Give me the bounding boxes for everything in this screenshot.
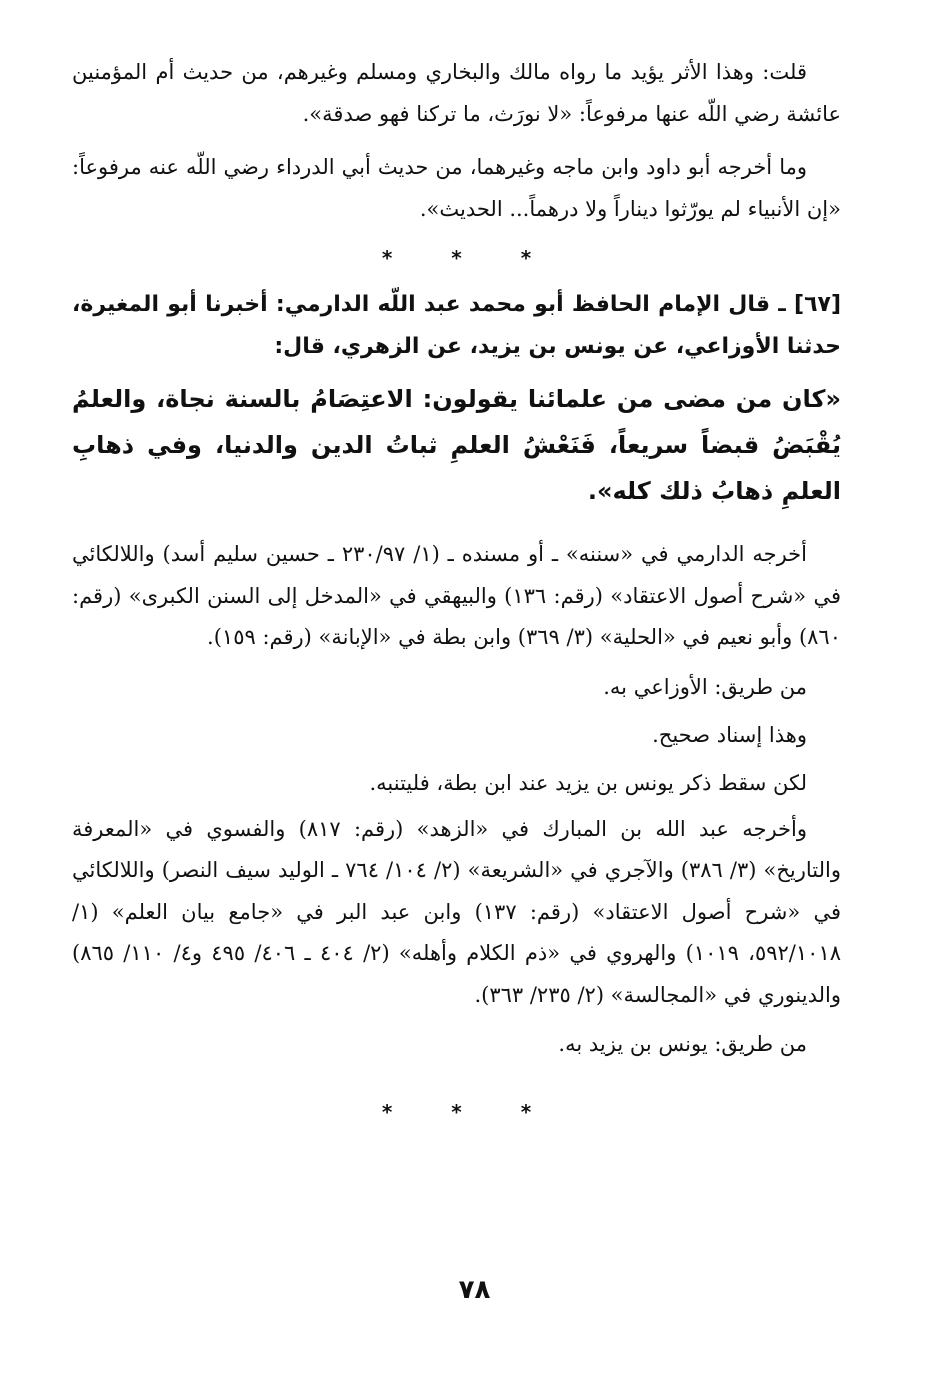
intro-paragraph-1: قلت: وهذا الأثر يؤيد ما رواه مالك والبخاري ومسلم وغيرهم، من حديث أم المؤمنين عائشة رضي اللّه عنها مرفوعاً: «لا نورَث، ما تركنا فهو صدقة». [72,60,841,126]
takhrij-route-1: من طريق: الأوزاعي به. [603,674,807,699]
takhrij-note: لكن سقط ذكر يونس بن يزيد عند ابن بطة، فليتنبه. [369,770,807,795]
section-separator-bottom: * * * [381,1100,558,1124]
book-page [72,52,841,1130]
takhrij-route-2: من طريق: يونس بن يزيد به. [558,1032,807,1056]
intro-paragraph-2: وما أخرجه أبو داود وابن ماجه وغيرهما، من حديث أبي الدرداء رضي اللّه عنه مرفوعاً: «إن الأنبياء لم يورّثوا ديناراً ولا درهماً... الحديث». [72,155,841,221]
takhrij-paragraph-2: وأخرجه عبد الله بن المبارك في «الزهد» (رقم: ٨١٧) والفسوي في «المعرفة والتاريخ» (٣/ ٣٨٦) والآجري في «الشريعة» (٢/ ١٠٤/ ٧٦٤ ـ الوليد سيف النصر) واللالكائي في «شرح أصول الاعتقاد» (رقم: ١٣٧) وابن عبد البر في «جامع بيان العلم» (١/ ٥٩٢/١٠١٨، ١٠١٩) والهروي في «ذم الكلام وأهله» (٢/ ٤٠٤ ـ ٤٠٦/ ٤٩٥ و٤/ ١١٠/ ٨٦٥) والدينوري في «المجالسة» (٢/ ٢٣٥/ ٣٦٣). [72,816,841,1007]
takhrij-paragraph-1: أخرجه الدارمي في «سننه» ـ أو مسنده ـ (١/ ٢٣٠/٩٧ ـ حسين سليم أسد) واللالكائي في «شرح أصول الاعتقاد» (رقم: ١٣٦) والبيهقي في «المدخل إلى السنن الكبرى» (رقم: ٨٦٠) وأبو نعيم في «الحلية» (٣/ ٣٦٩) وابن بطة في «الإبانة» (رقم: ١٥٩). [72,542,841,649]
hadith-text: «كان من مضى من علمائنا يقولون: الاعتِصَامُ بالسنة نجاة، والعلمُ يُقْبَضُ قبضاً سريعاً، فَنَعْشُ العلمِ ثباتُ الدين والدنيا، وفي ذهابِ العلمِ ذهابُ ذلك كله». [72,385,841,505]
page-number: ٧٨ [458,1275,491,1305]
section-separator-top: * * * [381,246,558,270]
takhrij-grading: وهذا إسناد صحيح. [652,722,807,747]
hadith-heading: [٦٧] ـ قال الإمام الحافظ أبو محمد عبد اللّه الدارمي: أخبرنا أبو المغيرة، حدثنا الأوزاعي، عن يونس بن يزيد، عن الزهري، قال: [72,292,841,359]
